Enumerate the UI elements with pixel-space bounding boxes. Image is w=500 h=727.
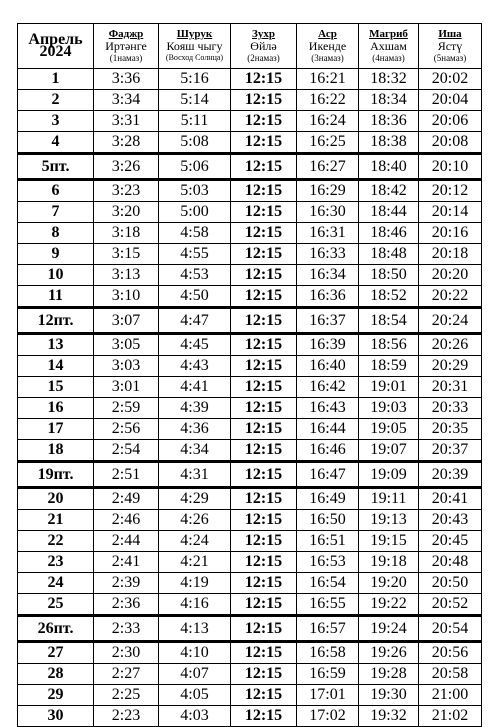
asr-time: 16:22	[297, 90, 359, 111]
asr-time: 16:59	[297, 664, 359, 685]
column-tatar-name: Ястү	[437, 39, 463, 53]
table-row	[18, 132, 482, 154]
day-cell: 16	[18, 398, 94, 419]
shuruk-time: 5:16	[159, 69, 231, 90]
asr-time: 16:58	[297, 642, 359, 664]
fajr-time: 2:30	[94, 642, 159, 664]
isha-time: 20:08	[419, 132, 482, 154]
shuruk-time: 5:08	[159, 132, 231, 154]
table-row	[18, 90, 482, 111]
zuhr-time: 12:15	[231, 616, 297, 642]
zuhr-time: 12:15	[231, 180, 297, 202]
zuhr-time: 12:15	[231, 552, 297, 573]
isha-time: 20:26	[419, 334, 482, 356]
zuhr-time: 12:15	[231, 685, 297, 706]
table-row	[18, 69, 482, 90]
table-row	[18, 180, 482, 202]
asr-time: 16:49	[297, 488, 359, 510]
isha-time: 20:29	[419, 356, 482, 377]
maghrib-time: 18:34	[359, 90, 419, 111]
day-cell: 1	[18, 69, 94, 90]
maghrib-time: 18:36	[359, 111, 419, 132]
asr-time: 16:55	[297, 594, 359, 616]
asr-time: 16:47	[297, 462, 359, 488]
fajr-time: 2:59	[94, 398, 159, 419]
day-cell: 6	[18, 180, 94, 202]
asr-time: 16:40	[297, 356, 359, 377]
table-row	[18, 398, 482, 419]
asr-time: 16:42	[297, 377, 359, 398]
column-russian-note: (Восход Солнца)	[165, 53, 224, 62]
day-cell: 13	[18, 334, 94, 356]
zuhr-time: 12:15	[231, 377, 297, 398]
isha-time: 20:16	[419, 223, 482, 244]
isha-time: 20:18	[419, 244, 482, 265]
isha-time: 20:31	[419, 377, 482, 398]
table-row	[18, 531, 482, 552]
isha-time: 20:02	[419, 69, 482, 90]
shuruk-time: 5:14	[159, 90, 231, 111]
isha-time: 20:45	[419, 531, 482, 552]
zuhr-time: 12:15	[231, 573, 297, 594]
header-row	[18, 24, 482, 69]
shuruk-time: 4:55	[159, 244, 231, 265]
maghrib-time: 19:30	[359, 685, 419, 706]
shuruk-time: 4:31	[159, 462, 231, 488]
isha-time: 20:39	[419, 462, 482, 488]
fajr-time: 3:01	[94, 377, 159, 398]
zuhr-time: 12:15	[231, 594, 297, 616]
maghrib-time: 19:20	[359, 573, 419, 594]
asr-time: 16:24	[297, 111, 359, 132]
day-cell: 19пт.	[18, 462, 94, 488]
isha-time: 20:22	[419, 286, 482, 308]
column-name: Аср	[318, 28, 337, 40]
day-cell: 11	[18, 286, 94, 308]
fajr-time: 2:44	[94, 531, 159, 552]
table-row	[18, 223, 482, 244]
isha-time: 20:14	[419, 202, 482, 223]
zuhr-time: 12:15	[231, 488, 297, 510]
isha-time: 20:41	[419, 488, 482, 510]
friday-row	[18, 616, 482, 642]
shuruk-time: 4:53	[159, 265, 231, 286]
maghrib-time: 19:22	[359, 594, 419, 616]
isha-time: 20:48	[419, 552, 482, 573]
column-russian-note: (2намаз)	[247, 53, 280, 63]
fajr-time: 2:36	[94, 594, 159, 616]
maghrib-time: 18:44	[359, 202, 419, 223]
zuhr-time: 12:15	[231, 265, 297, 286]
asr-time: 16:21	[297, 69, 359, 90]
maghrib-time: 18:56	[359, 334, 419, 356]
day-cell: 17	[18, 419, 94, 440]
day-cell: 8	[18, 223, 94, 244]
fajr-time: 2:51	[94, 462, 159, 488]
shuruk-time: 4:19	[159, 573, 231, 594]
zuhr-time: 12:15	[231, 111, 297, 132]
maghrib-time: 19:24	[359, 616, 419, 642]
zuhr-time: 12:15	[231, 356, 297, 377]
zuhr-time: 12:15	[231, 419, 297, 440]
day-cell: 14	[18, 356, 94, 377]
asr-time: 16:25	[297, 132, 359, 154]
asr-time: 16:36	[297, 286, 359, 308]
fajr-time: 3:03	[94, 356, 159, 377]
zuhr-time: 12:15	[231, 223, 297, 244]
maghrib-header-cell	[359, 24, 419, 69]
maghrib-time: 19:01	[359, 377, 419, 398]
asr-time: 16:34	[297, 265, 359, 286]
maghrib-time: 18:54	[359, 308, 419, 334]
shuruk-time: 5:06	[159, 154, 231, 180]
asr-time: 16:50	[297, 510, 359, 531]
table-row	[18, 510, 482, 531]
shuruk-time: 4:36	[159, 419, 231, 440]
shuruk-time: 4:03	[159, 706, 231, 727]
zuhr-header-cell	[231, 24, 297, 69]
day-cell: 24	[18, 573, 94, 594]
shuruk-time: 4:29	[159, 488, 231, 510]
day-cell: 29	[18, 685, 94, 706]
table-row	[18, 286, 482, 308]
asr-time: 16:53	[297, 552, 359, 573]
fajr-time: 3:20	[94, 202, 159, 223]
zuhr-time: 12:15	[231, 154, 297, 180]
asr-time: 16:37	[297, 308, 359, 334]
year-label: 2024	[39, 43, 72, 60]
zuhr-time: 12:15	[231, 308, 297, 334]
day-cell: 7	[18, 202, 94, 223]
shuruk-time: 4:50	[159, 286, 231, 308]
prayer-times-table	[17, 23, 482, 727]
maghrib-time: 18:52	[359, 286, 419, 308]
zuhr-time: 12:15	[231, 462, 297, 488]
day-cell: 10	[18, 265, 94, 286]
day-cell: 12пт.	[18, 308, 94, 334]
asr-time: 16:46	[297, 440, 359, 462]
month-header-cell	[18, 24, 94, 69]
column-name: Шурук	[176, 28, 213, 40]
column-name: Фаджр	[108, 28, 144, 40]
day-cell: 4	[18, 132, 94, 154]
maghrib-time: 18:48	[359, 244, 419, 265]
maghrib-time: 19:18	[359, 552, 419, 573]
fajr-time: 3:07	[94, 308, 159, 334]
table-row	[18, 706, 482, 727]
day-cell: 28	[18, 664, 94, 685]
maghrib-time: 18:38	[359, 132, 419, 154]
shuruk-time: 4:39	[159, 398, 231, 419]
table-row	[18, 377, 482, 398]
isha-time: 20:20	[419, 265, 482, 286]
asr-time: 16:54	[297, 573, 359, 594]
table-row	[18, 685, 482, 706]
fajr-time: 2:49	[94, 488, 159, 510]
maghrib-time: 18:59	[359, 356, 419, 377]
maghrib-time: 19:15	[359, 531, 419, 552]
table-row	[18, 488, 482, 510]
zuhr-time: 12:15	[231, 69, 297, 90]
fajr-time: 2:54	[94, 440, 159, 462]
shuruk-time: 4:16	[159, 594, 231, 616]
asr-time: 16:29	[297, 180, 359, 202]
shuruk-time: 5:11	[159, 111, 231, 132]
fajr-time: 3:05	[94, 334, 159, 356]
zuhr-time: 12:15	[231, 202, 297, 223]
zuhr-time: 12:15	[231, 398, 297, 419]
shuruk-time: 4:05	[159, 685, 231, 706]
zuhr-time: 12:15	[231, 440, 297, 462]
zuhr-time: 12:15	[231, 642, 297, 664]
shuruk-time: 4:21	[159, 552, 231, 573]
fajr-time: 2:27	[94, 664, 159, 685]
prayer-timetable-sheet	[17, 23, 481, 727]
asr-time: 17:01	[297, 685, 359, 706]
zuhr-time: 12:15	[231, 664, 297, 685]
fajr-time: 3:23	[94, 180, 159, 202]
day-cell: 30	[18, 706, 94, 727]
shuruk-time: 4:47	[159, 308, 231, 334]
day-cell: 26пт.	[18, 616, 94, 642]
maghrib-time: 19:28	[359, 664, 419, 685]
fajr-time: 3:34	[94, 90, 159, 111]
column-name: Зухр	[252, 28, 275, 40]
isha-time: 21:00	[419, 685, 482, 706]
shuruk-time: 4:13	[159, 616, 231, 642]
column-tatar-name: Өйлә	[250, 39, 277, 53]
fajr-header-cell	[94, 24, 159, 69]
table-row	[18, 111, 482, 132]
fajr-time: 2:56	[94, 419, 159, 440]
asr-time: 16:44	[297, 419, 359, 440]
zuhr-time: 12:15	[231, 510, 297, 531]
day-cell: 22	[18, 531, 94, 552]
fajr-time: 2:39	[94, 573, 159, 594]
table-row	[18, 334, 482, 356]
maghrib-time: 19:05	[359, 419, 419, 440]
fajr-time: 3:18	[94, 223, 159, 244]
maghrib-time: 19:11	[359, 488, 419, 510]
maghrib-time: 18:42	[359, 180, 419, 202]
zuhr-time: 12:15	[231, 244, 297, 265]
fajr-time: 2:33	[94, 616, 159, 642]
isha-time: 20:04	[419, 90, 482, 111]
shuruk-time: 4:43	[159, 356, 231, 377]
day-cell: 18	[18, 440, 94, 462]
table-row	[18, 265, 482, 286]
fajr-time: 3:36	[94, 69, 159, 90]
table-row	[18, 440, 482, 462]
maghrib-time: 18:50	[359, 265, 419, 286]
column-tatar-name: Кояш чыгу	[166, 39, 223, 53]
shuruk-time: 4:41	[159, 377, 231, 398]
isha-time: 21:02	[419, 706, 482, 727]
isha-time: 20:52	[419, 594, 482, 616]
isha-time: 20:43	[419, 510, 482, 531]
isha-time: 20:12	[419, 180, 482, 202]
table-row	[18, 244, 482, 265]
asr-time: 16:39	[297, 334, 359, 356]
friday-row	[18, 154, 482, 180]
table-row	[18, 356, 482, 377]
maghrib-time: 19:03	[359, 398, 419, 419]
asr-header-cell	[297, 24, 359, 69]
maghrib-time: 19:32	[359, 706, 419, 727]
asr-time: 16:51	[297, 531, 359, 552]
shuruk-time: 4:26	[159, 510, 231, 531]
day-cell: 20	[18, 488, 94, 510]
asr-time: 17:02	[297, 706, 359, 727]
column-russian-note: (3намаз)	[311, 53, 344, 63]
zuhr-time: 12:15	[231, 90, 297, 111]
asr-time: 16:30	[297, 202, 359, 223]
asr-time: 16:57	[297, 616, 359, 642]
fajr-time: 2:23	[94, 706, 159, 727]
shuruk-time: 4:24	[159, 531, 231, 552]
maghrib-time: 19:26	[359, 642, 419, 664]
isha-time: 20:33	[419, 398, 482, 419]
fajr-time: 2:25	[94, 685, 159, 706]
isha-header-cell	[419, 24, 482, 69]
fajr-time: 3:15	[94, 244, 159, 265]
zuhr-time: 12:15	[231, 706, 297, 727]
day-cell: 5пт.	[18, 154, 94, 180]
column-russian-note: (1намаз)	[109, 53, 143, 63]
shuruk-time: 4:45	[159, 334, 231, 356]
zuhr-time: 12:15	[231, 286, 297, 308]
maghrib-time: 18:32	[359, 69, 419, 90]
table-row	[18, 594, 482, 616]
table-row	[18, 573, 482, 594]
isha-time: 20:56	[419, 642, 482, 664]
maghrib-time: 19:07	[359, 440, 419, 462]
shuruk-time: 5:03	[159, 180, 231, 202]
column-tatar-name: Иртәнге	[105, 39, 147, 53]
column-tatar-name: Икенде	[308, 39, 347, 53]
maghrib-time: 18:46	[359, 223, 419, 244]
day-cell: 25	[18, 594, 94, 616]
day-cell: 9	[18, 244, 94, 265]
shuruk-time: 5:00	[159, 202, 231, 223]
maghrib-time: 19:13	[359, 510, 419, 531]
day-cell: 23	[18, 552, 94, 573]
asr-time: 16:33	[297, 244, 359, 265]
isha-time: 20:50	[419, 573, 482, 594]
day-cell: 3	[18, 111, 94, 132]
fajr-time: 2:41	[94, 552, 159, 573]
shuruk-header-cell	[159, 24, 231, 69]
friday-row	[18, 308, 482, 334]
column-russian-note: (5намаз)	[433, 53, 467, 63]
shuruk-time: 4:10	[159, 642, 231, 664]
isha-time: 20:54	[419, 616, 482, 642]
asr-time: 16:27	[297, 154, 359, 180]
day-cell: 2	[18, 90, 94, 111]
isha-time: 20:58	[419, 664, 482, 685]
shuruk-time: 4:34	[159, 440, 231, 462]
table-row	[18, 419, 482, 440]
table-row	[18, 202, 482, 223]
fajr-time: 2:46	[94, 510, 159, 531]
asr-time: 16:31	[297, 223, 359, 244]
fajr-time: 3:13	[94, 265, 159, 286]
isha-time: 20:24	[419, 308, 482, 334]
shuruk-time: 4:58	[159, 223, 231, 244]
isha-time: 20:10	[419, 154, 482, 180]
zuhr-time: 12:15	[231, 531, 297, 552]
asr-time: 16:43	[297, 398, 359, 419]
zuhr-time: 12:15	[231, 334, 297, 356]
shuruk-time: 4:07	[159, 664, 231, 685]
isha-time: 20:37	[419, 440, 482, 462]
maghrib-time: 18:40	[359, 154, 419, 180]
isha-time: 20:06	[419, 111, 482, 132]
day-cell: 15	[18, 377, 94, 398]
column-name: Иша	[438, 28, 462, 40]
fajr-time: 3:28	[94, 132, 159, 154]
timetable-body	[18, 69, 482, 727]
column-russian-note: (4намаз)	[372, 53, 405, 63]
table-row	[18, 642, 482, 664]
zuhr-time: 12:15	[231, 132, 297, 154]
fajr-time: 3:26	[94, 154, 159, 180]
table-row	[18, 552, 482, 573]
column-tatar-name: Ахшам	[370, 39, 407, 53]
table-row	[18, 664, 482, 685]
month-label: Апрель	[28, 31, 83, 48]
day-cell: 27	[18, 642, 94, 664]
column-name: Магриб	[369, 28, 408, 40]
fajr-time: 3:10	[94, 286, 159, 308]
maghrib-time: 19:09	[359, 462, 419, 488]
fajr-time: 3:31	[94, 111, 159, 132]
isha-time: 20:35	[419, 419, 482, 440]
day-cell: 21	[18, 510, 94, 531]
friday-row	[18, 462, 482, 488]
